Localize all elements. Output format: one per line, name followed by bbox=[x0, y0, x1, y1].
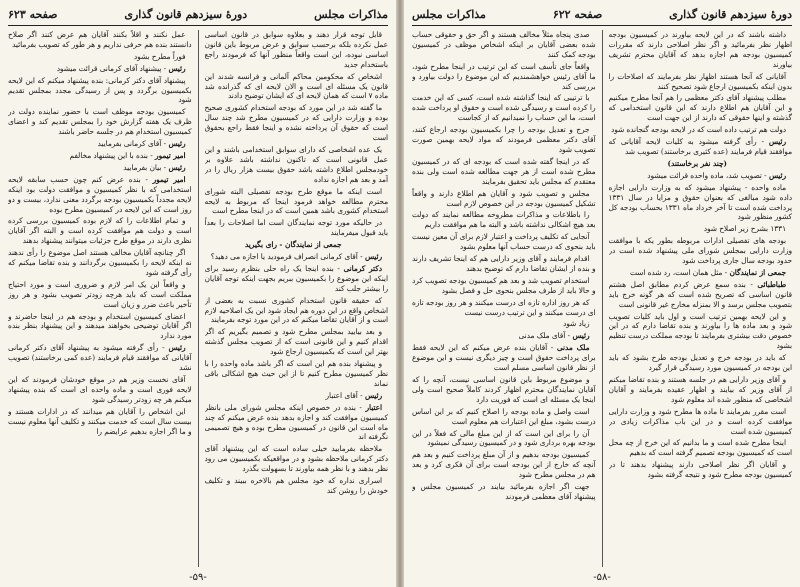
speaker-separator: - bbox=[357, 390, 365, 400]
paragraph: آقایانی که آنجا هستند اظهار نظر بفرمایند که اصلاحات را بدون اینکه بکمیسیون ارجاع شود تصحیح کنند bbox=[608, 71, 792, 91]
paragraph: آقای نخست وزیر هم در موقع خودشان فرمودند که این لایحه فوری است و ماده واحده ای است که بنده پیشنهاد میکنم هر چه زودتر رسیدگی شود bbox=[8, 375, 192, 404]
paragraph: و واقعاً این یک امر لازم و ضروری است و مورد احتیاج مملکت است که باید هرچه زودتر تصویب بشود و هر روز تأخیر باعث ضرر و زیان است bbox=[8, 279, 192, 309]
paragraph: که هر روز اداره تازه ای درست میکنند و هر روز بودجه تازه ای درست میکنند و این ترتیب درست نیست bbox=[412, 297, 596, 317]
speaker-paragraph bbox=[205, 264, 389, 294]
speaker-paragraph bbox=[412, 331, 596, 341]
paragraph: بودجه های تفصیلی ادارات مربوطه بطور یکه با موافقت وزارت دارایی بمجلس شورای ملی پیشنهاد شده است در حدود بودجه سال جاری پرداخت شود bbox=[608, 236, 792, 266]
speaker-separator: - bbox=[161, 63, 169, 73]
paragraph: است اینکه ما موقع طرح بودجه تفصیلی البته شورای محترم مطالعه خواهد فرمود اینجا که مربوط به لایحه استخدام کشوری باشد همین است که در اینجا مطرح است bbox=[204, 186, 388, 216]
speaker-name: ملک مدنی bbox=[556, 343, 590, 353]
paragraph: ما گفته شد در این مورد که بودجه استخدام کشوری صحیح بوده و وزارت دارایی که در کمیسیون مطرح شد چند سال است که حقوق آن پرداخته نشده و اینجا فقط راجع بحقوق است bbox=[204, 103, 388, 143]
paragraph: کمیسیون بودجه بدهیم و از آن مبلغ پرداخت کنیم و بعد هم آنچه که خارج از این بودجه است برای آن فکری کرد و بعد هم در مجلس مطرح شود bbox=[412, 450, 596, 480]
speech-text: تصویب شد، ماده واحده قرائت میشود bbox=[647, 170, 762, 180]
speaker-separator: - bbox=[357, 252, 365, 262]
paragraph: اعضای کمیسیون استخدام و بودجه هم در اینجا حاضرند و اگر آقایان توضیحی بخواهند میدهند و این پیشنهاد بنظر بنده مورد ندارد bbox=[8, 311, 192, 341]
speaker-separator: - bbox=[547, 343, 557, 353]
paragraph: صدی پنجاه مثلاً مخالف هستند و اگر حق و حقوقی حساب شده بعضی آقایان بر اینکه اشخاص موظف در کمیسیون بودجه کمک کنند bbox=[412, 30, 596, 59]
speaker-paragraph bbox=[8, 343, 192, 373]
paragraph: اشخاص که محکومین محاکم آلمانی و فرانسه شدند این قانون یک مسئله ای است و الان لایحه ای که گذرانده شد ماده ۷ است که همان لایحه ای که ایشان توضیح دادند bbox=[204, 71, 388, 101]
left-page-left-column bbox=[8, 30, 192, 567]
speech-text: بیان بفرمایید bbox=[123, 162, 162, 172]
speaker-separator: - bbox=[761, 170, 769, 180]
speech-text: بنده با این پیشنهاد مخالفم bbox=[69, 150, 148, 160]
speaker-name: جمعی از نمایندگان bbox=[729, 267, 786, 277]
paragraph: ماده واحده - پیشنهاد میشود که به وزارت دارایی اجازه داده شود مبالغی که بعنوان حقوق و مزایا در سال ۱۳۳۱ پرداخت شده است تا آخر خرداد ماه ۱۳۳۱ بحساب بودجه کل کشور منظور شود bbox=[608, 182, 792, 222]
paragraph: این اشخاص را آقایان هم میدانند که در ادارات هستند و بیست سال است که خدمت میکنند و تکلیف آنها معلوم نیست و ما اگر اجازه بدهیم عرایضم را bbox=[8, 406, 192, 436]
speech-text: آقای اعتبار bbox=[325, 390, 358, 400]
paragraph: که در اینجا گفته شده است که بودجه ای که در کمیسیون مطرح شده است از هر جهت مطالعه شده است ولی بنده معتقدم که مجلس باید تحقیق بفرمایند bbox=[412, 156, 596, 186]
paragraph: پیشنهاد آقای دکتر کرمانی: بنده پیشنهاد میکنم که این لایحه بکمیسیون برگردد و پس از رسیدگی مجدد بمجلس تقدیم شود bbox=[8, 75, 192, 105]
paragraph: که حقیقه قانون استخدام کشوری نسبت به بعضی از اشخاص واقع در این دوره هم ایجاد شود این یک اصلاحیه لازم است و از آقایان تقاضا میکنم که در این مورد توجه بفرمایند bbox=[204, 295, 388, 325]
paragraph: اینجا مطرح شده است و ما بدانیم که این خرج از چه محل است که کمیسیون بودجه تصمیم گرفته است که بدهیم bbox=[608, 438, 792, 458]
paragraph: اقدام فرمایند و آقای وزیر دارایی هم که اینجا تشریف دارند و بنده از ایشان تقاضا دارم که توضیح بدهند bbox=[412, 254, 596, 273]
left-page-header bbox=[8, 4, 388, 24]
header-rule bbox=[8, 25, 388, 26]
left-page-columns bbox=[8, 30, 388, 567]
right-page-right-column bbox=[609, 30, 793, 567]
paragraph: اگر چنانچه آقایان مخالف هستند اصل موضوع را رأی ندهند نه اینکه لایحه را بکمیسیون برگردانند و بنده تقاضا میکنم که رأی گرفته شود bbox=[8, 248, 192, 277]
speaker-name: دکتر کرمانی bbox=[343, 263, 382, 273]
paragraph: جهت اگر اجازه بفرمائید بیایند در کمیسیون مجلس و پیشنهاد آقای معظمی فرمودند bbox=[412, 482, 596, 501]
speaker-separator: - bbox=[147, 150, 156, 160]
paragraph: ملاحظه بفرمایید خیلی ساده است که این پیشنهاد آقای دکتر کرمانی ملاحظه بشود و در مواقعیکه بکمیسیون می رود نظر بدهند و با نظر همه بیاورند تا بسهولت بگذرد bbox=[204, 444, 388, 474]
speaker-name: اعتبار bbox=[365, 402, 382, 412]
right-page-number: صفحه ۶۲۲ bbox=[552, 7, 603, 21]
header-rule bbox=[412, 25, 792, 26]
speech-text: بنده عرض کنم چون حسب سابقه لایحه استخدامی که با نظر کمیسیون و موافقت دولت بود اینکه لایحه مجدداً بکمیسیون بودجه برگردد معنی ندارد، بیست و دو روز است که این لایحه در کمیسیون مطرح بوده bbox=[8, 174, 192, 214]
speaker-separator: - bbox=[333, 263, 344, 273]
left-page-footer: -۵۹- bbox=[189, 572, 207, 583]
speaker-name: امیر تیمور bbox=[152, 174, 186, 184]
speaker-paragraph bbox=[8, 163, 192, 173]
speaker-paragraph bbox=[8, 64, 192, 74]
paragraph: اسراری نداره که خود مجلس هم بالاخره ببیند و تکلیف خودش را روشن کند bbox=[204, 476, 388, 495]
speech-text: مثل همان است، رد شده است bbox=[629, 267, 723, 277]
speaker-separator: - bbox=[158, 343, 169, 353]
speaker-paragraph bbox=[412, 343, 596, 373]
speech-text: بنده اینجا یک راه حلی بنظرم رسید برای اینکه این موضوع را بکمیسیون ببریم بجهت اینکه توجه آقایان را بیشتر جلب کند bbox=[204, 263, 388, 293]
column-divider bbox=[198, 30, 199, 567]
speaker-paragraph bbox=[609, 171, 793, 181]
centered-note: (چند نفر برخاستند) bbox=[667, 158, 727, 168]
speaker-paragraph bbox=[205, 252, 389, 262]
speech-text: بنده در خصوص اینکه مجلس شورای ملی بانظر کمیسیون موافقت کند و اجازه بدهد بنده عرض میکنم که چند ماه است این قانون در کمیسیون مطرح بوده و هیچ تصمیمی نگرفته اند bbox=[204, 402, 388, 442]
paragraph: و این لایحه بهمین ترتیب است و اول باید کلیات تصویب شود و بعد ماده ها را بیاورند و بنده تقاضا دارم که در این خصوص دقت بیشتری بفرمایند تا بودجه مملکت درست تنظیم بشود bbox=[608, 311, 792, 351]
centered-note: جمعی از نمایندگان - رای بگیرید bbox=[244, 240, 342, 250]
speech-text: پیشنهاد آقای کرمانی قرائت میشود bbox=[56, 63, 162, 73]
speaker-name: رئیس bbox=[364, 390, 382, 400]
speaker-name: رئیس bbox=[168, 63, 186, 73]
paragraph: قابل توجه قرار دهند و بعلاوه سوابق در قانون اساسی عمل نکرده بلکه برحسب سوابق و عرض مربوط باین قانون اساسی نبوده، این است واقعاً منظور آنها که فرمودند راجع باستخدام جدید bbox=[204, 30, 388, 69]
paragraph: واقعاً جای تأسف است که این ترتیب در اینجا مطرح شود، ما آقای رئیس خواهشمندیم که این موضوع را دولت بیاورد و بررسی کند bbox=[412, 61, 596, 91]
paragraph: دولت هم ترتیب داده است که در لایحه بودجه گنجانده شود bbox=[610, 125, 786, 135]
speaker-paragraph bbox=[8, 175, 192, 215]
speech-text: بنده سمع عرض کردم مطابق اصل هشتم قانون اساسی که تصریح شده است که هر گونه خرج باید بتصویب مجلس برسد و الا بمنزله مخارج غیر قانونی است bbox=[608, 279, 792, 309]
paragraph: زیاد شود bbox=[563, 319, 590, 329]
paragraph: در حالیکه مورد توجه نمایندگان است اما اصلاحات را بعداً باید قبول میفرمایند bbox=[204, 218, 388, 238]
paragraph: یک عده اشخاصی که دارای سوابق استخدامی باشند و این عمل قانونی است که تاکنون نداشته باشد علاوه بر خودمجلس اطلاع داشته باشد حقوق بیست هزار ریال را در آمد و بعد هم اجازه نداده bbox=[204, 144, 388, 184]
paragraph: آن را برای این است که از این مبلغ مالی که فعلاً در این بودجه بهره برداری شود و در کمیسیون رسیدگی نمیشود bbox=[412, 428, 596, 448]
speaker-separator: - bbox=[565, 331, 573, 341]
paragraph: است مقرر بفرمایند تا ماده ها مطرح شود و وزارت دارایی موافقت کرده است و در این باب مذاکرات زیادی در کمیسیون شده است bbox=[608, 406, 792, 436]
paragraph: با ترتیبی که اینجا گذاشته شده است، کسی که این خدمت را کرده است و رسیدگی شده است و حقوق او پرداخت شده است، ما این حساب را نمیدانیم که از کجاست bbox=[412, 93, 596, 123]
speaker-name: رئیس bbox=[572, 331, 590, 341]
left-page bbox=[0, 0, 396, 587]
paragraph: داشته باشند که در این لایحه بیاورند در کمیسیون بودجه اظهار نظر بفرمائید و اگر نظر اصلاحی دارند که مقررات کمیسیون بودجه هم اجازه بدهد که آقایان محترم تشریف بیاورند bbox=[608, 30, 792, 69]
speaker-paragraph bbox=[609, 268, 793, 278]
speaker-name: رئیس bbox=[364, 252, 382, 262]
paragraph: مطلب پیشنهاد آقای دکتر معظمی را هم آنجا مطرح میکنیم و این آقایان هم اطلاع دارند که این قانون استخدامی که گذشته و اینها حقوقی که دارند از این جهت است bbox=[608, 93, 792, 123]
left-page-right-column bbox=[205, 30, 389, 567]
speaker-separator: - bbox=[161, 162, 169, 172]
left-page-book-title: دورهٔ سیزدهم قانون گذاری bbox=[124, 7, 248, 21]
speech-text: آقای کرمانی بفرمایید bbox=[97, 139, 162, 149]
speech-text: رأی گرفته میشود به کلیات لایحه آقایانی که موافقند قیام فرمایند (عده کثیری برخاستند) تصویب شد bbox=[608, 137, 792, 156]
book-gutter bbox=[396, 0, 404, 587]
speaker-separator: - bbox=[722, 267, 730, 277]
paragraph: فوراً مطرح بشود bbox=[133, 51, 186, 61]
speaker-name: طباطبائی bbox=[757, 279, 787, 289]
paragraph: آنجایی که تکلیف پرداخت و اعتبار لازم برای آن معین نیست باید بنحوی که درست حساب آنها معلوم بشود bbox=[412, 232, 596, 252]
speaker-separator: - bbox=[140, 174, 153, 184]
paragraph: استخدام تصویب شد و بعد هم کمیسیون بودجه تصویب کرد و حالا باید از طرف مجلس بنحوی حل و فصل بشود bbox=[412, 275, 596, 295]
speaker-name: رئیس bbox=[168, 343, 186, 353]
paragraph: و آقای وزیر دارایی هم در جلسه هستند و بنده تقاضا میکنم از آقای وزیر که بیایند و اظهار عقیده بفرمایند و آقایان اشخاصی که منظور شده اند معلوم شود bbox=[608, 375, 792, 404]
speaker-name: رئیس bbox=[168, 162, 186, 172]
speaker-separator: - bbox=[355, 402, 366, 412]
speaker-paragraph bbox=[8, 151, 192, 161]
speech-text: رأی گرفته میشود به پیشنهاد آقای دکتر کرمانی آقایانی که موافقند قیام فرمایند (عده کمی برخاستند) تصویب نشد bbox=[8, 343, 192, 373]
speaker-paragraph bbox=[609, 280, 793, 310]
paragraph: ۱۳۳۱ بشرح زیر اصلاح شود bbox=[703, 224, 786, 234]
left-page-number: صفحه ۶۲۳ bbox=[8, 7, 58, 21]
speaker-name: امیر تیمور bbox=[155, 150, 186, 160]
paragraph: را باطلاعات و مذاکرات مطروحه مطالعه نمایند که دولت بعد هیچ اشکالی نداشته باشد و البته ما هم موافقت داریم bbox=[412, 210, 596, 230]
speaker-name: رئیس bbox=[168, 139, 186, 149]
paragraph: و بعد بیایید بمجلس مطرح شود و تصمیم بگیریم که اگر اقدام کنیم و این قانونی است که از تصویب مجلس گذشته بهتر این است که بکمیسیون ارجاع شود bbox=[204, 327, 388, 357]
speaker-paragraph bbox=[205, 391, 389, 401]
paragraph: و آقایان اگر نظر اصلاحی دارند پیشنهاد بدهند تا در کمیسیون بودجه مطرح شود و نتیجه گرفته بشود bbox=[608, 460, 792, 480]
left-page-section: مذاکرات مجلس bbox=[314, 7, 388, 21]
right-page-book-title: دورهٔ سیزدهم قانون گذاری bbox=[669, 7, 792, 21]
speaker-paragraph bbox=[609, 137, 793, 157]
paragraph: است واصل و ماده بودجه را اصلاح کنیم که بر این اساس درست بشود، مبلغ این اعتبارات هم معلوم است bbox=[412, 406, 596, 426]
column-divider bbox=[602, 30, 603, 567]
paragraph: کمیسیون بودجه موظف است با حضور نماینده دولت در ظرف یک هفته گزارش خود را بمجلس تقدیم کند و اعضای کمیسیون استخدام هم در جلسه حاضر باشند bbox=[8, 107, 192, 137]
speech-text: آقای کرمانی انصراف فرمودید یا اجازه می دهید؟ bbox=[210, 252, 358, 262]
paragraph: و پیشنهاد بنده هم این است که اگر باشد ماده واحده را با نظر کمیسیون مطرح کنیم تا از این حیث هیچ اشکالی باقی نماند bbox=[204, 359, 388, 388]
speech-text: آقای ملک مدنی bbox=[518, 331, 566, 341]
speech-text: آقایان بنده عرض میکنم که این لایحه فقط برای پرداخت حقوق است و چیز دیگری نیست و این موضوع از نظر قانون اساسی مسلم است bbox=[412, 343, 596, 373]
paragraph: عمل نکنند و اقلاً بکنند آقایان هم عرض کنند اگر صلاح دانستند بنده هم حرفی نداریم و هر طور که تصویب بفرمائید bbox=[8, 30, 192, 49]
speaker-paragraph bbox=[205, 403, 389, 443]
speaker-separator: - bbox=[745, 279, 758, 289]
speaker-name: رئیس bbox=[768, 170, 786, 180]
paragraph: و موضوع مربوط باین قانون اساسی نیست، آنچه را که آقایان نمایندگان محترم اظهار کردند کاملاً صحیح است ولی اینجا یک مسئله ای است که فوریت دارد bbox=[412, 375, 596, 404]
right-page-columns bbox=[412, 30, 792, 567]
speaker-separator: - bbox=[756, 137, 769, 147]
right-page-section: مذاکرات مجلس bbox=[412, 7, 486, 21]
right-page-left-column bbox=[412, 30, 596, 567]
right-page-header bbox=[412, 4, 792, 24]
paragraph: جرج و تعدیل بودجه را چرا بکمیسیون بودجه ارجاع کنند، آقای دکتر معظمی فرمودند که مواد لایحه بهمین صورت تصویب شود bbox=[412, 125, 596, 154]
right-page bbox=[404, 0, 800, 587]
speaker-paragraph bbox=[8, 139, 192, 149]
right-page-footer: -۵۸- bbox=[593, 572, 611, 583]
paragraph: مجلس و تصویب شود و آقایان هم اطلاع دارند و واقعاً تشکیل کمیسیون بودجه در این خصوص لازم است bbox=[412, 188, 596, 208]
paragraph: و تمام اطلاعات را که لازم بوده کمیسیون بررسی کرده است و دولت هم موافقت کرده است و البته اگر آقایان نظری دارند در موقع طرح جزئیات میتوانند پیشنهاد بدهند bbox=[8, 216, 192, 246]
paragraph: که باید در بودجه خرج و تعدیل بودجه طرح بشود که باید این بودجه در کمیسیون مورد رسیدگی قرار گیرد bbox=[608, 353, 792, 373]
speaker-name: رئیس bbox=[768, 137, 786, 147]
speaker-separator: - bbox=[161, 139, 169, 149]
